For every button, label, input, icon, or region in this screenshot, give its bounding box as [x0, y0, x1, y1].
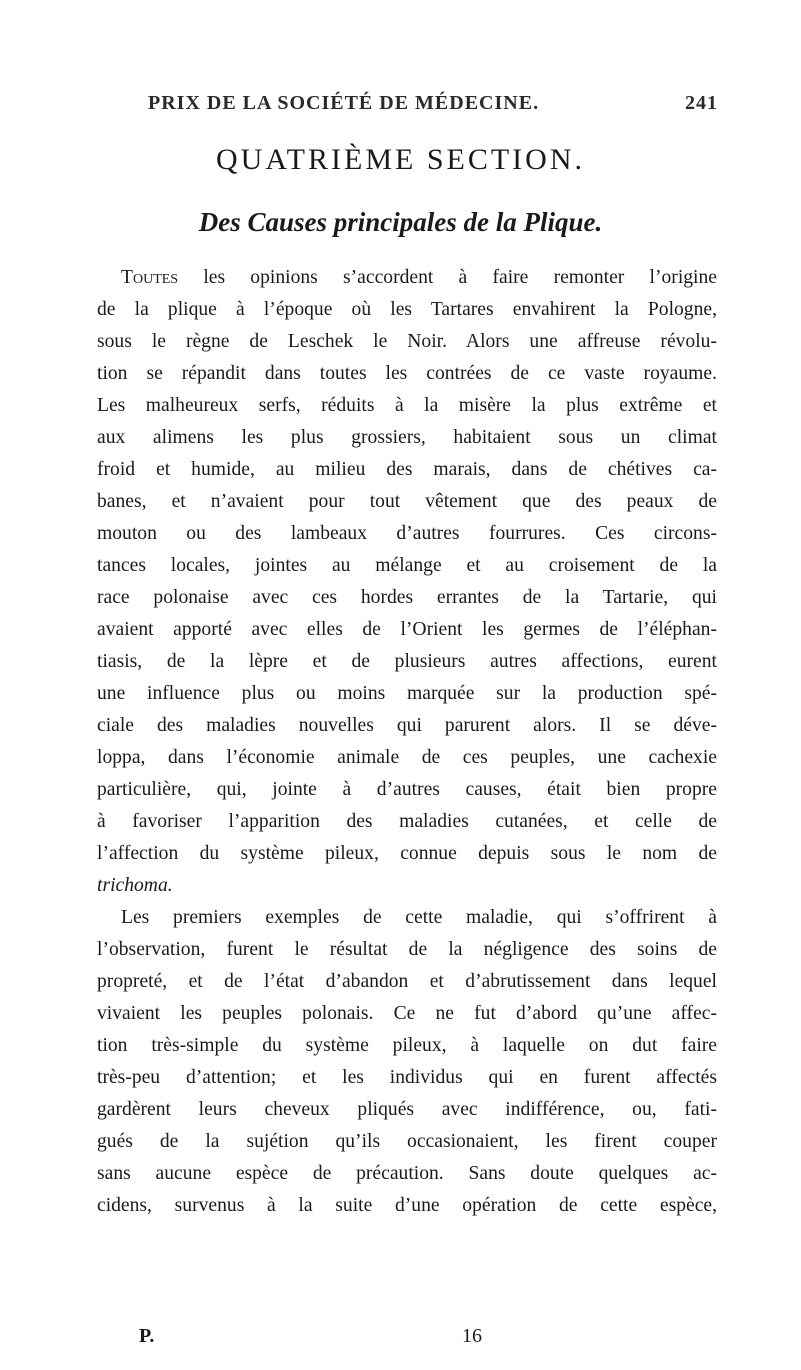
text-line: sous le règne de Leschek le Noir. Alors une affreuse révolu-: [97, 331, 717, 352]
text-line: race polonaise avec ces hordes errantes de la Tartarie, qui: [97, 587, 717, 608]
paragraph-lead-word: Toutes: [121, 267, 179, 288]
footer-signature-row: [97, 1325, 717, 1355]
text-line: cidens, survenus à la suite d’une opération de cette espèce,: [97, 1195, 717, 1216]
text-line: une influence plus ou moins marquée sur la production spé-: [97, 683, 717, 704]
text-line: banes, et n’avaient pour tout vêtement que des peaux de: [97, 491, 717, 512]
text-line: propreté, et de l’état d’abandon et d’abrutissement dans lequel: [97, 971, 717, 992]
text-line: avaient apporté avec elles de l’Orient les germes de l’éléphan-: [97, 619, 717, 640]
text-line: tiasis, de la lèpre et de plusieurs autres affections, eurent: [97, 651, 717, 672]
text-line: tion se répandit dans toutes les contrées de ce vaste royaume.: [97, 363, 717, 384]
text-line: sans aucune espèce de précaution. Sans doute quelques ac-: [97, 1163, 717, 1184]
paragraph-1-line-1-rest: les opinions s’accordent à faire remonter l’origine: [178, 267, 717, 288]
section-subtitle: Des Causes principales de la Plique.: [198, 207, 603, 237]
paragraph-1-last-line: trichoma.: [97, 875, 173, 896]
text-line: loppa, dans l’économie animale de ces peuples, une cachexie: [97, 747, 717, 768]
running-title: PRIX DE LA SOCIÉTÉ DE MÉDECINE.: [148, 92, 540, 114]
text-line: l’affection du système pileux, connue depuis sous le nom de: [97, 843, 717, 864]
text-line: froid et humide, au milieu des marais, dans de chétives ca-: [97, 459, 717, 480]
text-line: vivaient les peuples polonais. Ce ne fut d’abord qu’une affec-: [97, 1003, 717, 1024]
text-line: gardèrent leurs cheveux pliqués avec indifférence, ou, fati-: [97, 1099, 717, 1120]
text-line: ciale des maladies nouvelles qui parurent alors. Il se déve-: [97, 715, 717, 736]
text-line: aux alimens les plus grossiers, habitaient sous un climat: [97, 427, 717, 448]
text-line: Les malheureux serfs, réduits à la misère la plus extrême et: [97, 395, 717, 416]
text-line: tances locales, jointes au mélange et au croisement de la: [97, 555, 717, 576]
text-line: l’observation, furent le résultat de la négligence des soins de: [97, 939, 717, 960]
text-line: de la plique à l’époque où les Tartares envahirent la Pologne,: [97, 299, 717, 320]
section-title: QUATRIÈME SECTION.: [216, 143, 585, 176]
text-line: particulière, qui, jointe à d’autres causes, était bien propre: [97, 779, 717, 800]
page-number: 241: [685, 92, 718, 114]
text-line: très-peu d’attention; et les individus qui en furent affectés: [97, 1067, 717, 1088]
sheet-number: 16: [462, 1325, 482, 1347]
text-line: tion très-simple du système pileux, à laquelle on dut faire: [97, 1035, 717, 1056]
text-line: Les premiers exemples de cette maladie, qui s’offrirent à: [121, 907, 717, 928]
text-line: à favoriser l’apparition des maladies cutanées, et celle de: [97, 811, 717, 832]
text-line: mouton ou des lambeaux d’autres fourrures. Ces circons-: [97, 523, 717, 544]
text-line: gués de la sujétion qu’ils occasionaient, les firent couper: [97, 1131, 717, 1152]
running-head: [148, 92, 718, 122]
paragraph-1-line-1: [97, 262, 717, 294]
body-text: [97, 262, 717, 1222]
signature-mark: P.: [139, 1325, 155, 1347]
